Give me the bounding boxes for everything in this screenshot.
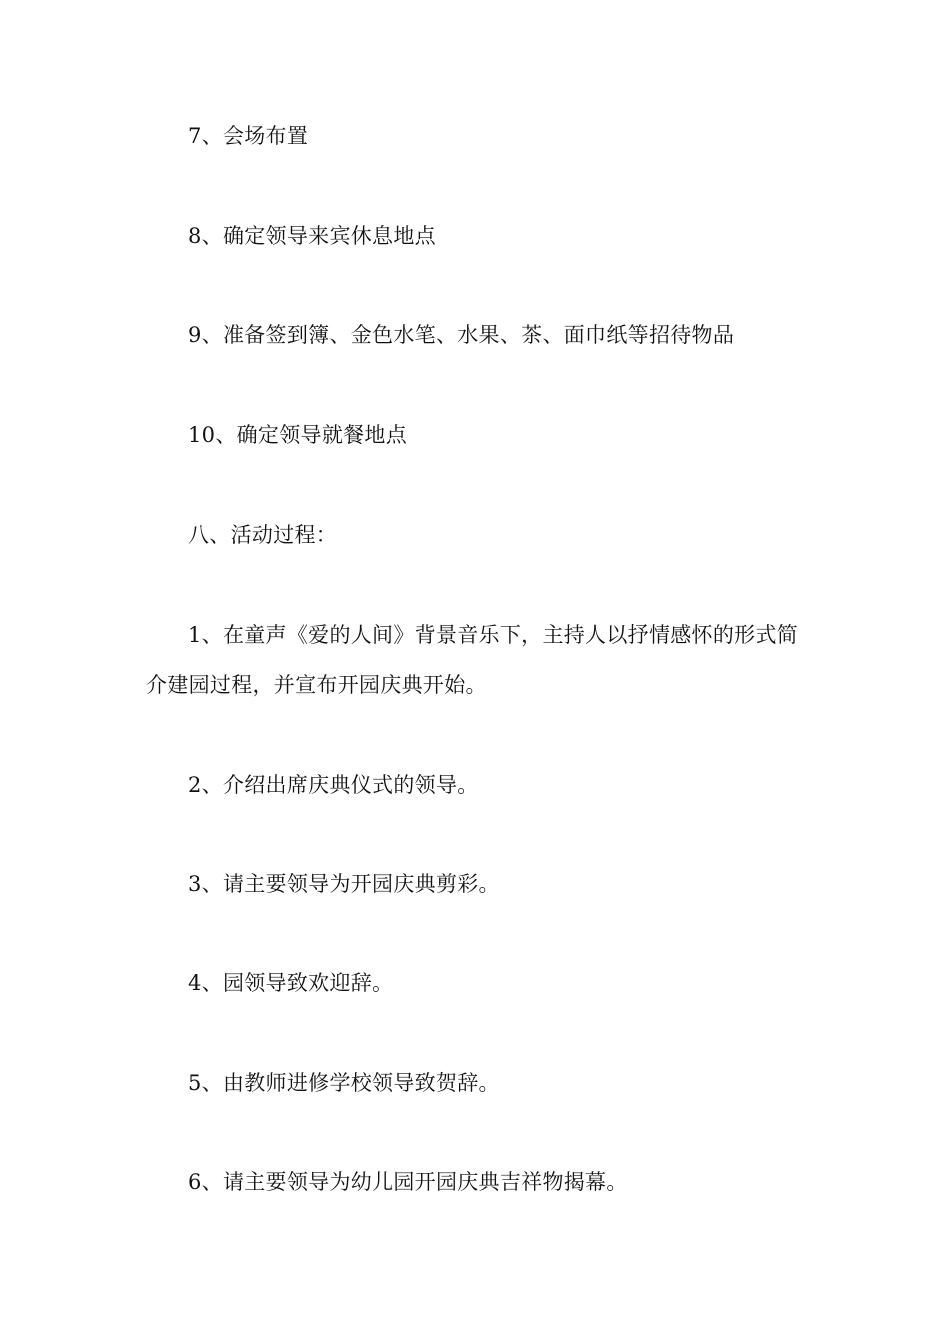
process-step-4: 4、园领导致欢迎辞。 [188,971,394,995]
process-step-5: 5、由教师进修学校领导致贺辞。 [188,1071,500,1095]
process-step-3: 3、请主要领导为开园庆典剪彩。 [188,872,500,896]
item-9-reception-supplies: 9、准备签到簿、金色水笔、水果、茶、面巾纸等招待物品 [188,323,735,347]
section-heading-activity-process: 八、活动过程： [188,523,338,547]
process-step-6: 6、请主要领导为幼儿园开园庆典吉祥物揭幕。 [188,1170,628,1194]
process-step-2: 2、介绍出席庆典仪式的领导。 [188,773,479,797]
process-step-1: 1、在童声《爱的人间》背景音乐下，主持人以抒情感怀的形式简介建园过程，并宣布开园庆典开始。 [146,623,799,697]
item-7-venue-setup: 7、会场布置 [188,124,309,148]
item-10-dining-location: 10、确定领导就餐地点 [188,423,408,447]
item-8-rest-area: 8、确定领导来宾休息地点 [188,224,436,248]
